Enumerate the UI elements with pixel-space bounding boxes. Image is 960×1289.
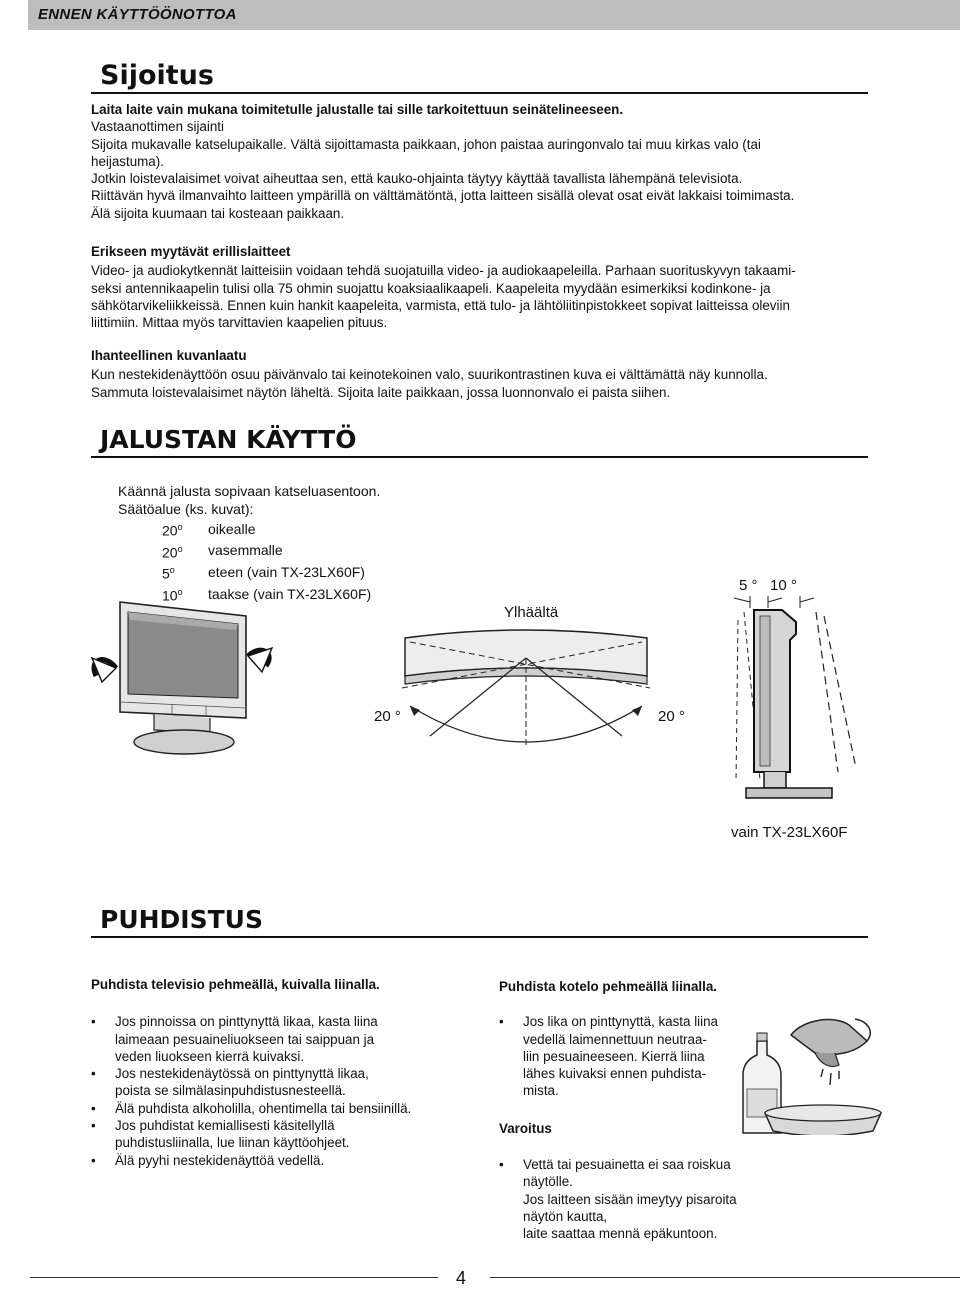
adjustment-spec <box>118 482 380 605</box>
list-item-line: • Vettä tai pesuainetta ei saa roiskua näytölle. <box>523 1157 731 1190</box>
varoitus-heading: Varoitus <box>499 1120 552 1136</box>
list-item-line: mista. <box>523 1083 559 1099</box>
sijoitus-line-4: heijastuma). <box>91 153 164 169</box>
footer-rule-right <box>490 1277 960 1278</box>
clean-screen-column <box>91 976 451 1169</box>
row-direction: vasemmalle <box>208 542 283 559</box>
jalusta-intro-1: Käännä jalusta sopivaan katseluasentoon. <box>118 483 381 499</box>
ihanteellinen-line-2: Sammuta loistevalaisimet näytön läheltä. Sijoita laite paikkaan, jossa luonnonvalo ei paista siihen. <box>91 384 671 400</box>
degree-mark: o <box>177 522 183 532</box>
clean-screen-heading: Puhdista televisio pehmeällä, kuivalla liinalla. <box>91 977 380 992</box>
top-view-label: Ylhäältä <box>504 604 559 621</box>
list-item-line: vedellä laimennettuun neutraa- <box>523 1031 707 1047</box>
list-item <box>91 1117 451 1152</box>
row-degree: 20 <box>162 544 178 561</box>
list-item <box>91 1100 451 1117</box>
row-degree: 5 <box>162 565 170 582</box>
sijoitus-rule <box>91 92 868 94</box>
erikseen-block <box>91 243 871 331</box>
sijoitus-line-7: Älä sijoita kuumaan tai kosteaan paikkaan. <box>91 205 345 221</box>
list-item-line: • Älä puhdista alkoholilla, ohentimella tai bensiinillä. <box>115 1100 412 1116</box>
ihanteellinen-heading: Ihanteellinen kuvanlaatu <box>91 348 247 363</box>
adjustment-row <box>118 540 371 562</box>
erikseen-line-3: sähkötarvikeliikkeissä. Ennen kuin hankit kaapeleita, varmista, että tulo- ja lähtöliitinpistokkeet sopivat laitteissa oleviin <box>91 297 790 313</box>
adjustment-table <box>118 518 371 605</box>
cleaning-illustration <box>735 1005 885 1135</box>
list-item <box>91 1065 451 1100</box>
sijoitus-title: Sijoitus <box>100 60 214 91</box>
jalusta-intro-2: Säätöalue (ks. kuvat): <box>118 501 254 517</box>
ihanteellinen-line-1: Kun nestekidenäyttöön osuu päivänvalo tai keinotekoinen valo, suurikontrastinen kuva ei välttämättä näy kunnolla. <box>91 367 768 383</box>
clean-cabinet-column <box>499 978 759 1243</box>
erikseen-line-1: Video- ja audiokytkennät laitteisiin voidaan tehdä suojatuilla video- ja audiokaapeleilla. Parhaan suorituskyvyn takaami- <box>91 263 796 279</box>
list-item <box>499 1013 759 1099</box>
list-item-line: • Jos puhdistat kemiallisesti käsitellyllä <box>115 1118 335 1134</box>
clean-cabinet-heading: Puhdista kotelo pehmeällä liinalla. <box>499 979 718 994</box>
list-item-line: laite saattaa mennä epäkuntoon. <box>523 1226 718 1242</box>
clean-cabinet-list <box>499 1013 759 1099</box>
row-direction: eteen (vain TX-23LX60F) <box>208 564 365 581</box>
degree-mark: o <box>177 543 183 554</box>
sijoitus-line-3: Sijoita mukavalle katselupaikalle. Vältä sijoittamasta paikkaan, johon paistaa auringonvalo tai muu kirkas valo (tai <box>91 136 761 152</box>
adjustment-row <box>118 518 371 540</box>
left-angle-label: 20 ° <box>374 708 401 725</box>
degree-mark: o <box>169 565 175 576</box>
list-item <box>499 1156 759 1242</box>
sijoitus-line-2: Vastaanottimen sijainti <box>91 119 224 135</box>
list-item-line: lähes kuivaksi ennen puhdista- <box>523 1066 707 1082</box>
row-degree: 10 <box>162 587 178 604</box>
list-item-line: poista se silmälasinpuhdistusnesteellä. <box>115 1083 346 1099</box>
page-number: 4 <box>456 1268 467 1288</box>
puhdistus-rule <box>91 936 868 938</box>
jalusta-rule <box>91 456 868 458</box>
erikseen-line-4: liittimiin. Mittaa myös tarvittavien kaapelien pituus. <box>91 315 388 331</box>
puhdistus-title: PUHDISTUS <box>100 905 263 934</box>
sijoitus-line-1: Laita laite vain mukana toimitetulle jalustalle tai sille tarkoitettuun seinätelineeseen. <box>91 102 624 117</box>
varoitus-list <box>499 1156 759 1242</box>
sijoitus-line-6: Riittävän hyvä ilmanvaihto laitteen ympärillä on välttämätöntä, jotta laitteen sisällä olevat osat eivät lakkaisi toimimasta. <box>91 188 795 204</box>
tilt-back-label: 10 ° <box>770 577 797 594</box>
list-item-line: liin pesuaineeseen. Kierrä liina <box>523 1048 705 1064</box>
list-item <box>91 1013 451 1065</box>
list-item-line: • Jos pinnoissa on pinttynyttä likaa, kasta liina <box>115 1014 378 1030</box>
side-view-caption: vain TX-23LX60F <box>731 824 848 841</box>
list-item-line: laimeaan pesuaineliuokseen tai saippuan ja <box>115 1031 375 1047</box>
list-item-line: Jos laitteen sisään imeytyy pisaroita näytön kautta, <box>523 1191 737 1224</box>
tilt-forward-label: 5 ° <box>739 577 758 594</box>
erikseen-line-2: seksi antennikaapelin tulisi olla 75 ohmin suojattu koaksiaalikaapeli. Kaapeleita myydään esimerkiksi kodinkone- ja <box>91 280 771 296</box>
list-item <box>91 1152 451 1169</box>
row-direction: oikealle <box>208 520 256 537</box>
list-item-line: puhdistusliinalla, lue liinan käyttöohjeet. <box>115 1135 350 1151</box>
list-item-line: • Jos nestekidenäytössä on pinttynyttä likaa, <box>115 1066 369 1082</box>
footer-rule-left <box>30 1277 438 1278</box>
jalusta-title: JALUSTAN KÄYTTÖ <box>100 425 357 454</box>
ihanteellinen-block <box>91 347 871 401</box>
adjustment-row <box>118 561 371 583</box>
tv-top-view-illustration <box>350 618 700 758</box>
row-degree: 20 <box>162 522 178 539</box>
erikseen-heading: Erikseen myytävät erillislaitteet <box>91 244 291 259</box>
row-direction: taakse (vain TX-23LX60F) <box>208 585 372 602</box>
list-item-line: • Älä pyyhi nestekidenäyttöä vedellä. <box>115 1152 325 1168</box>
list-item-line: veden liuokseen kierrä kuivaksi. <box>115 1048 305 1064</box>
clean-screen-list <box>91 1013 451 1169</box>
section-header-bar <box>28 0 960 30</box>
tv-front-swivel-illustration <box>88 596 288 766</box>
tv-side-tilt-illustration <box>720 592 870 814</box>
degree-mark: o <box>177 586 183 597</box>
sijoitus-body <box>91 101 871 222</box>
right-angle-label: 20 ° <box>658 708 685 725</box>
list-item-line: • Jos lika on pinttynyttä, kasta liina <box>523 1014 719 1030</box>
sijoitus-line-5: Jotkin loistevalaisimet voivat aiheuttaa sen, että kauko-ohjainta täytyy käyttää tavallista lähempänä televisiota. <box>91 171 743 187</box>
section-header-text: ENNEN KÄYTTÖÖNOTTOA <box>38 6 237 23</box>
